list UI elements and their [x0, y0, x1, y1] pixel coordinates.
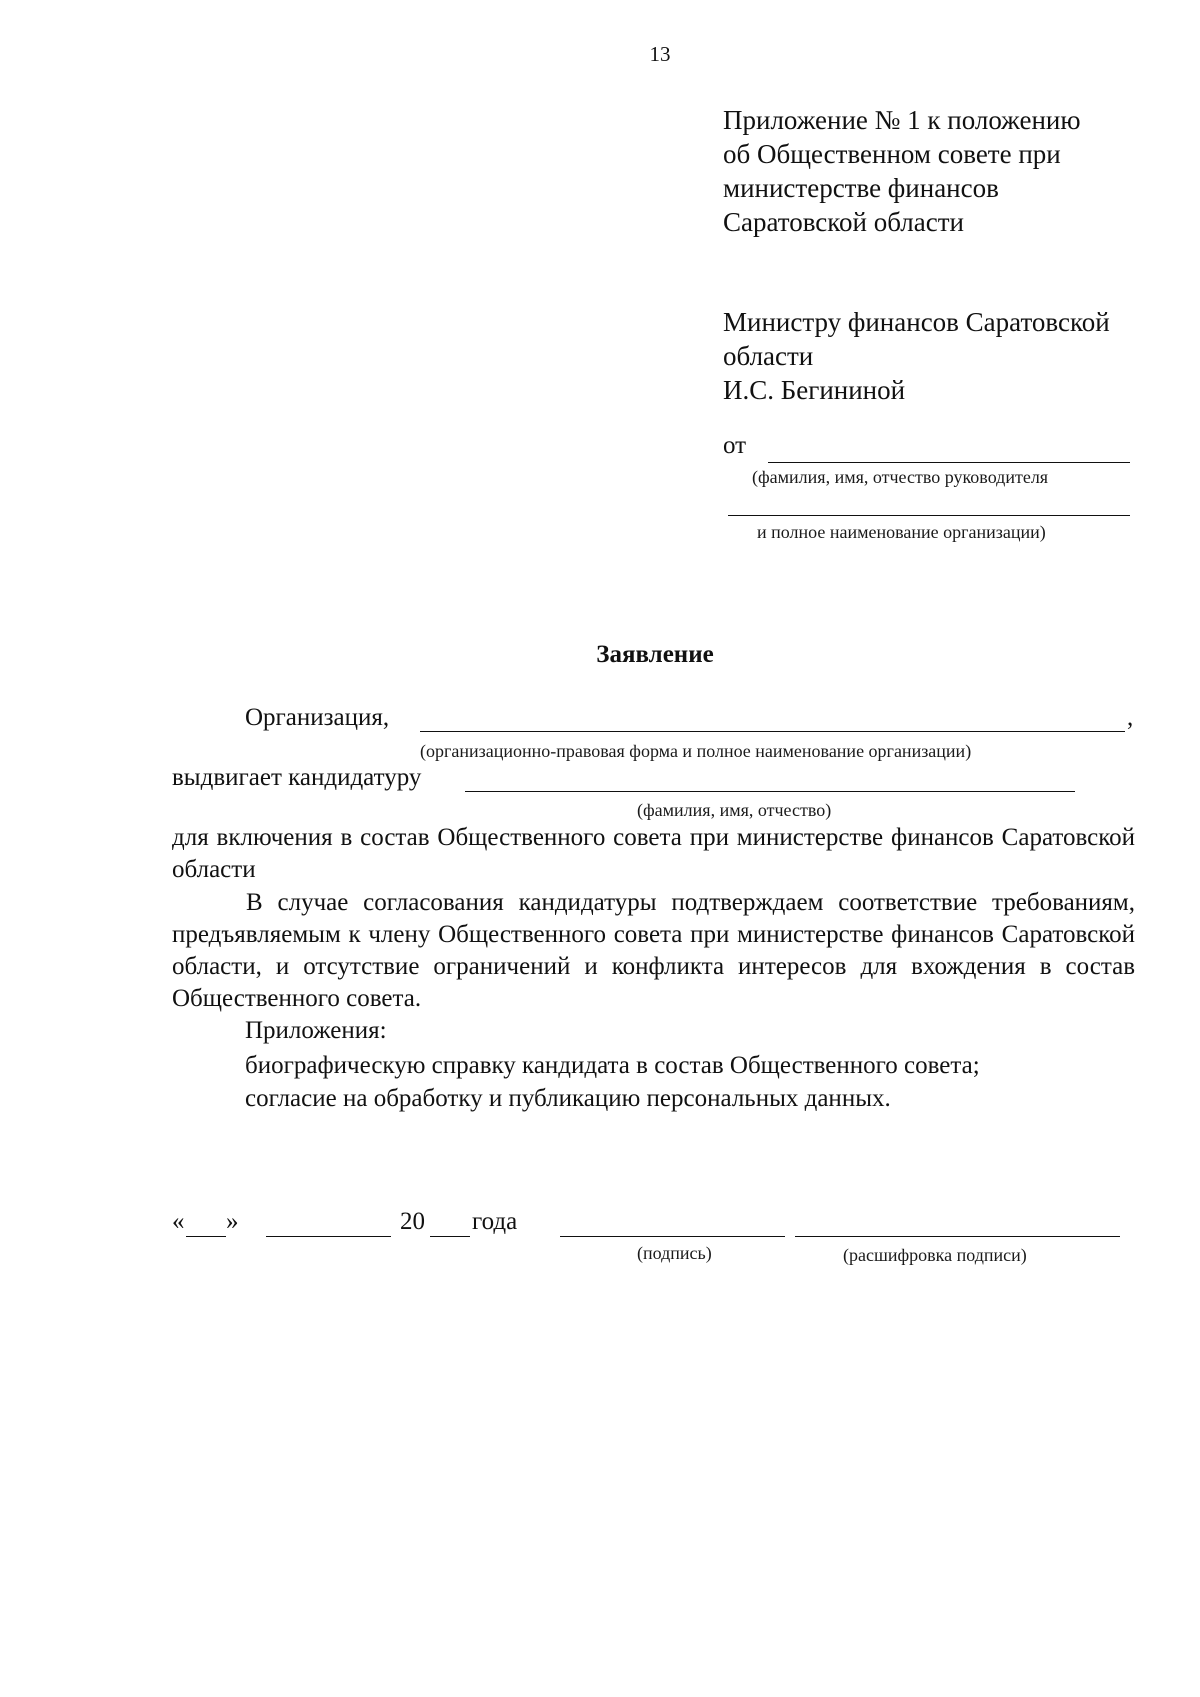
signature-caption: (подпись) — [637, 1243, 712, 1263]
org-label: Организация, — [245, 704, 390, 731]
nominate-caption: (фамилия, имя, отчество) — [637, 800, 832, 820]
addressee-line: Министру финансов Саратовской — [723, 307, 1110, 337]
org-caption: (организационно-правовая форма и полное наименование организации) — [420, 741, 972, 761]
addressee-line: И.С. Бегининой — [723, 375, 906, 405]
document-title: Заявление — [596, 641, 714, 668]
date-month-field-line[interactable] — [266, 1236, 391, 1237]
appendix-line: Приложение № 1 к положению — [723, 105, 1081, 135]
from-org-field-line[interactable] — [728, 515, 1130, 516]
appendix-line: об Общественном совете при — [723, 139, 1061, 169]
date-year-field-line[interactable] — [430, 1236, 470, 1237]
from-caption-2: и полное наименование организации) — [757, 522, 1046, 542]
signature-decoding-field-line[interactable] — [795, 1236, 1120, 1237]
date-year-suffix: года — [472, 1208, 518, 1235]
signature-field-line[interactable] — [560, 1236, 785, 1237]
date-year-prefix: 20 — [400, 1208, 425, 1235]
attachment-item: биографическую справку кандидата в состав Общественного совета; — [245, 1052, 980, 1079]
from-caption-1: (фамилия, имя, отчество руководителя — [752, 467, 1049, 487]
appendix-line: министерстве финансов — [723, 173, 999, 203]
attachments-label: Приложения: — [245, 1017, 387, 1044]
candidate-name-field-line[interactable] — [465, 791, 1075, 792]
date-quote-close: » — [226, 1208, 239, 1235]
attachment-item: согласие на обработку и публикацию персональных данных. — [245, 1085, 891, 1112]
appendix-header — [723, 103, 1081, 239]
date-quote-open: « — [172, 1208, 185, 1235]
nominate-label: выдвигает кандидатуру — [172, 764, 422, 791]
date-day-field-line[interactable] — [186, 1236, 226, 1237]
org-comma: , — [1127, 704, 1134, 731]
addressee-block — [723, 305, 1110, 407]
inclusion-paragraph: для включения в состав Общественного совета при министерстве финансов Саратовской области — [172, 824, 1135, 883]
from-label: от — [723, 432, 747, 459]
page-number: 13 — [649, 42, 671, 66]
addressee-line: области — [723, 341, 814, 371]
appendix-line: Саратовской области — [723, 207, 964, 237]
decoding-caption: (расшифровка подписи) — [843, 1245, 1027, 1265]
confirm-paragraph: В случае согласования кандидатуры подтверждаем соответствие требованиям, предъявляемым к члену Общественного совета при министерстве финансов Саратовской области, и отсутствие ограничений и конфликта интересов для вхождения в состав Общественного совета. — [172, 889, 1135, 1012]
org-name-field-line[interactable] — [420, 731, 1125, 732]
from-name-field-line[interactable] — [768, 462, 1130, 463]
